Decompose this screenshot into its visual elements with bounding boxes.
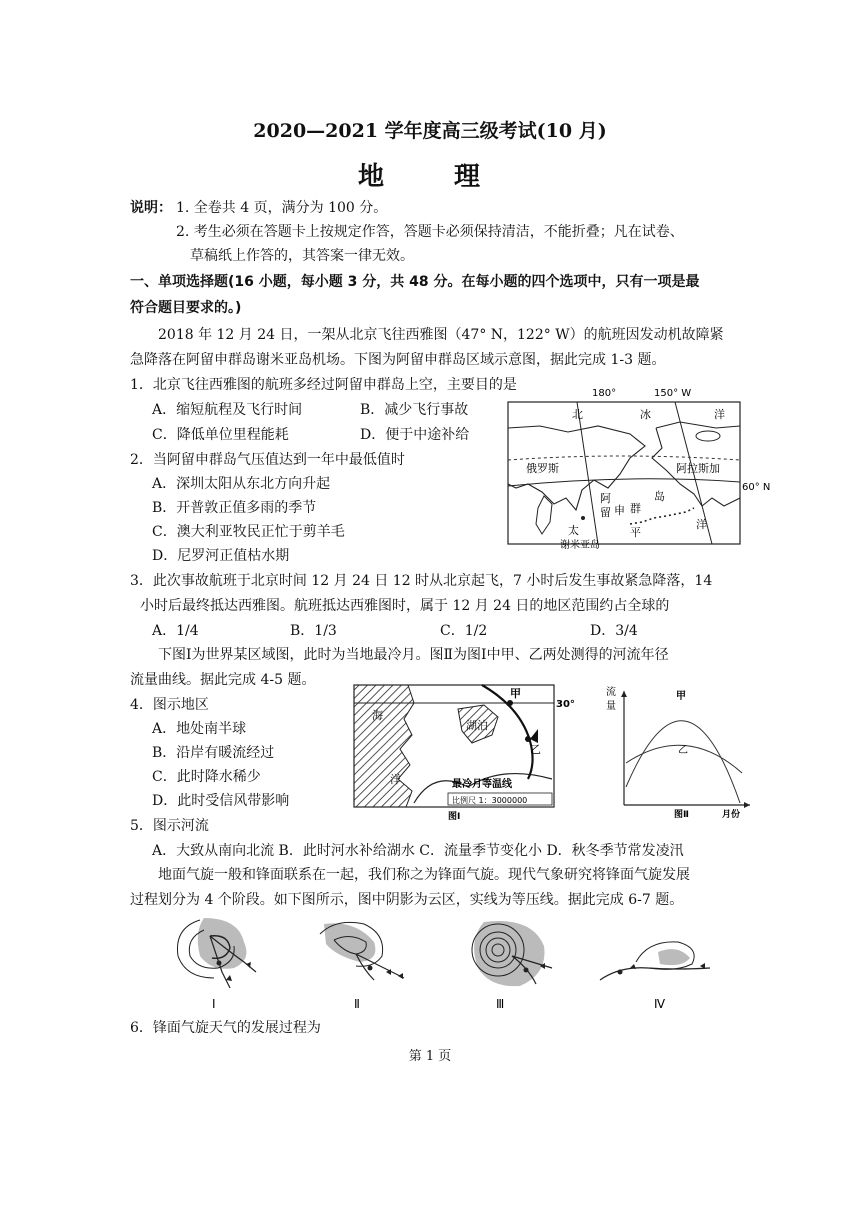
cyclone-stage-4 <box>600 942 710 1011</box>
intro3-line1: 地面气旋一般和锋面联系在一起，我们称之为锋面气旋。现代气象研究将锋面气旋发展 <box>158 867 690 883</box>
q1-option-d: D．便于中途补给 <box>360 427 470 443</box>
q5-stem: 5．图示河流 <box>130 818 209 834</box>
cyclone-stage-1 <box>177 918 256 1011</box>
ylabel-2: 量 <box>606 701 616 712</box>
curve-jia <box>626 721 740 803</box>
y-axis-arrow <box>621 691 627 697</box>
x-axis-arrow <box>744 802 750 808</box>
intro2-line1: 下图Ⅰ为世界某区域图，此时为当地最冷月。图Ⅱ为图Ⅰ中甲、乙两处测得的河流年径 <box>158 647 669 663</box>
q3-option-d: D．3/4 <box>590 623 638 639</box>
q4-option-b: B．沿岸有暖流经过 <box>152 745 275 761</box>
q2-option-b: B．开普敦正值多雨的季节 <box>152 500 317 516</box>
cyclone-stage-2 <box>320 922 404 1011</box>
xlabel: 月份 <box>722 810 741 820</box>
q3-stem-line2: 小时后最终抵达西雅图。航班抵达西雅图时，属于 12 月 24 日的地区范围约占全球的 <box>140 598 670 614</box>
lat-30-label: 30° <box>556 699 575 710</box>
aleutian-map <box>480 388 772 560</box>
note-1: 1. 全卷共 4 页，满分为 100 分。 <box>176 200 388 216</box>
q5-options: A．大致从南向北流 B．此时河水补给湖水 C．流量季节变化小 D．秋冬季节常发凌汛 <box>152 843 684 859</box>
arctic-char-3: 洋 <box>714 408 725 421</box>
q6-stem: 6．锋面气旋天气的发展过程为 <box>130 1020 321 1036</box>
shemya-label: 谢米亚岛 <box>560 540 600 551</box>
q1-option-a: A．缩短航程及飞行时间 <box>152 402 303 418</box>
note-2b: 草稿纸上作答的，其答案一律无效。 <box>190 248 414 264</box>
intro3-line2: 过程划分为 4 个阶段。如下图所示，图中阴影为云区，实线为等压线。据此完成 6-7 题。 <box>130 892 684 908</box>
aleutian-char-3: 申 <box>614 504 625 517</box>
russia-label: 俄罗斯 <box>526 462 559 475</box>
aleutian-char-1: 阿 <box>600 492 611 505</box>
lon-180-label: 180° <box>592 388 617 399</box>
jia-point <box>507 700 513 706</box>
lake-label: 湖泊 <box>466 719 488 732</box>
ylabel-1: 流 <box>606 687 616 698</box>
intro1-line2: 急降落在阿留申群岛谢米亚岛机场。下图为阿留申群岛区域示意图，据此完成 1-3 题。 <box>130 352 666 368</box>
q2-option-a: A．深圳太阳从东北方向升起 <box>152 476 331 492</box>
q1-option-b: B．减少飞行事故 <box>360 402 469 418</box>
page-number: 第 1 页 <box>408 1049 452 1064</box>
yi-point <box>525 736 531 742</box>
q2-option-d: D．尼罗河正值枯水期 <box>152 548 290 564</box>
figure-1-region-map <box>352 683 584 823</box>
yi-label: 乙 <box>530 743 541 756</box>
q2-stem: 2．当阿留申群岛气压值达到一年中最低值时 <box>130 452 405 468</box>
q4-option-d: D．此时受信风带影响 <box>152 793 290 809</box>
jia-curve-label: 甲 <box>676 691 686 702</box>
lon-150w-label: 150° W <box>654 388 692 399</box>
intro2-line2: 流量曲线。据此完成 4-5 题。 <box>130 672 316 688</box>
cyclone-label-1: Ⅰ <box>212 997 216 1011</box>
figure-2-runoff-chart <box>600 683 760 823</box>
scale-label: 比例尺 1：3000000 <box>452 796 528 805</box>
notes-label: 说明： <box>130 200 172 216</box>
arctic-char-1: 北 <box>572 408 583 421</box>
q3-stem-line1: 3．此次事故航班于北京时间 12 月 24 日 12 时从北京起飞，7 小时后发生事故紧急降落，14 <box>130 573 713 589</box>
cyclone-label-3: Ⅲ <box>496 997 505 1011</box>
cyclone-stages-figure <box>160 912 720 1012</box>
aleutian-char-4: 群 <box>630 502 641 515</box>
isotherm-label: 最冷月等温线 <box>452 779 512 790</box>
q3-option-b: B．1/3 <box>290 623 337 639</box>
q1-option-c: C．降低单位里程能耗 <box>152 427 289 443</box>
cyclone-label-4: Ⅳ <box>654 997 666 1011</box>
yang-label: 洋 <box>390 773 401 786</box>
note-2a: 2. 考生必须在答题卡上按规定作答，答题卡必须保持清洁，不能折叠；凡在试卷、 <box>176 224 684 240</box>
cyclone-stage-3 <box>472 921 552 1011</box>
q2-option-c: C．澳大利亚牧民正忙于剪羊毛 <box>152 524 345 540</box>
shemya-point <box>581 516 585 520</box>
q1-stem: 1．北京飞往西雅图的航班多经过阿留申群岛上空，主要目的是 <box>130 377 517 393</box>
aleutian-char-2: 留 <box>600 506 611 519</box>
exam-title: 2020—2021 学年度高三级考试(10 月) <box>253 120 607 142</box>
jia-label: 甲 <box>510 687 521 700</box>
intro1-line1: 2018 年 12 月 24 日，一架从北京飞往西雅图（47° N，122° W）的航班因发动机故障紧 <box>158 327 724 343</box>
q3-option-c: C．1/2 <box>440 623 488 639</box>
arctic-char-2: 冰 <box>640 408 651 421</box>
lat-60n-label: 60° N <box>742 482 771 493</box>
fig1-caption: 图Ⅰ <box>448 812 461 822</box>
subject-title: 地 理 <box>357 162 502 192</box>
yi-curve-label: 乙 <box>678 745 688 756</box>
section-heading-line2: 符合题目要求的。) <box>130 300 242 316</box>
pacific-char-1: 太 <box>568 524 579 537</box>
pacific-char-3: 洋 <box>696 518 707 531</box>
aleutian-char-5: 岛 <box>654 490 665 503</box>
pacific-char-2: 平 <box>630 526 641 539</box>
section-heading-line1: 一、单项选择题(16 小题，每小题 3 分，共 48 分。在每小题的四个选项中，只有一项是最 <box>130 274 700 290</box>
q4-option-a: A．地处南半球 <box>152 721 247 737</box>
fig2-caption: 图Ⅱ <box>674 810 689 820</box>
hai-label: 海 <box>372 709 383 722</box>
q3-option-a: A．1/4 <box>152 623 199 639</box>
cyclone-label-2: Ⅱ <box>354 997 360 1011</box>
q4-option-c: C．此时降水稀少 <box>152 769 261 785</box>
q4-stem: 4．图示地区 <box>130 697 209 713</box>
alaska-label: 阿拉斯加 <box>676 462 720 475</box>
